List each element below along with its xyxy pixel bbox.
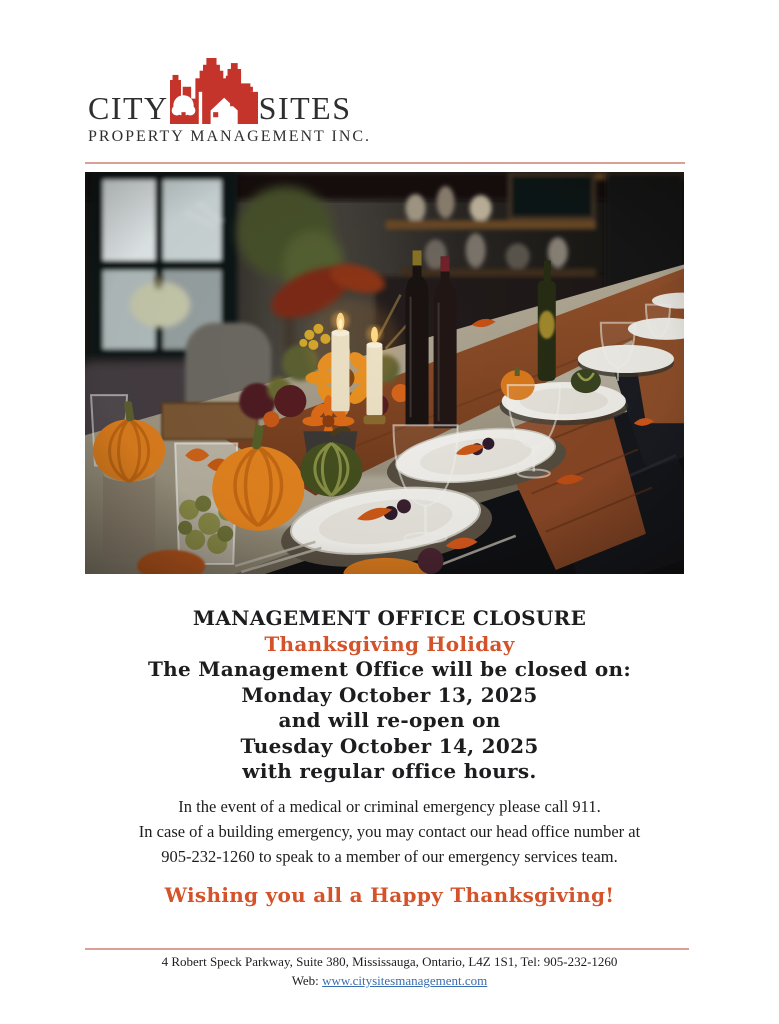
footer-web-line: [0, 971, 779, 990]
closure-line-3: and will re-open on: [278, 708, 501, 732]
notice-section: [0, 606, 779, 785]
logo-word-sites: SITES: [258, 90, 352, 126]
closure-line-4: Tuesday October 14, 2025: [240, 733, 539, 758]
logo-tagline: PROPERTY MANAGEMENT INC.: [88, 128, 372, 145]
logo-word-city: CITY: [88, 90, 169, 126]
city-skyline-icon: [170, 58, 258, 124]
emergency-line-3: 905-232-1260 to speak to a member of our emergency services team.: [161, 847, 618, 866]
footer-divider: [85, 948, 689, 950]
footer-address: 4 Robert Speck Parkway, Suite 380, Mississauga, Ontario, L4Z 1S1, Tel: 905-232-1260: [161, 954, 618, 969]
emergency-line-1: In the event of a medical or criminal emergency please call 911.: [178, 797, 601, 816]
notice-title: MANAGEMENT OFFICE CLOSURE: [192, 606, 587, 630]
emergency-line-2: In case of a building emergency, you may contact our head office number at: [138, 822, 641, 841]
thanksgiving-table-photo: [85, 172, 684, 574]
company-logo: [88, 56, 372, 146]
notice-subtitle: Thanksgiving Holiday: [264, 631, 515, 656]
website-link[interactable]: www.citysitesmanagement.com: [322, 973, 488, 988]
closure-line-5: with regular office hours.: [242, 759, 537, 783]
emergency-info: [0, 794, 779, 869]
closure-line-2: Monday October 13, 2025: [241, 682, 538, 707]
header-divider: [85, 162, 685, 164]
web-label: Web:: [291, 973, 319, 988]
holiday-greeting: Wishing you all a Happy Thanksgiving!: [164, 883, 615, 907]
closure-line-1: The Management Office will be closed on:: [147, 657, 632, 681]
logo-row: [88, 56, 352, 126]
